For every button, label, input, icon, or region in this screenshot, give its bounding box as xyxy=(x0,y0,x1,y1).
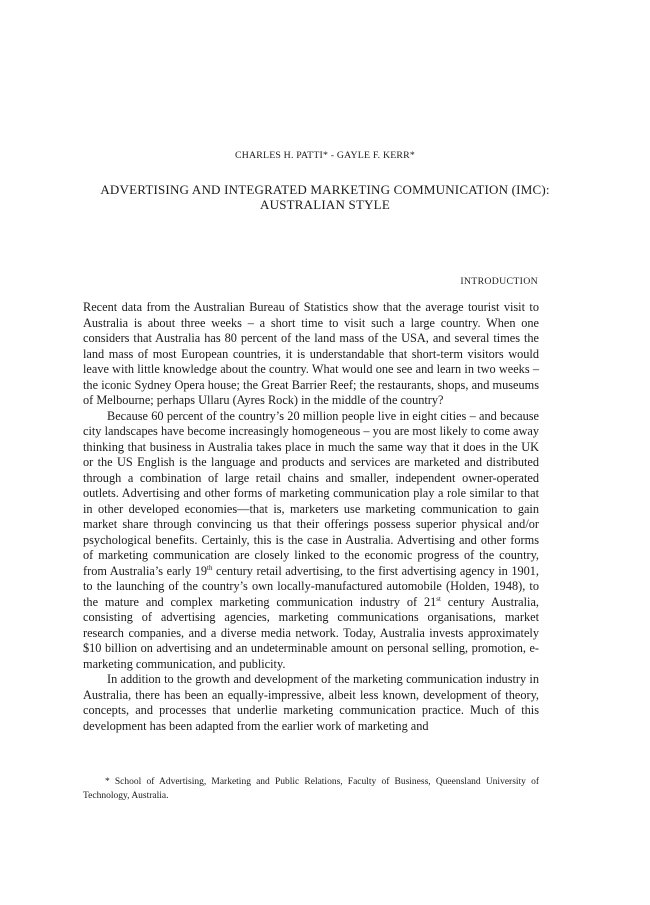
article-title xyxy=(75,182,575,212)
paragraph-2 xyxy=(83,409,539,673)
title-line-2: AUSTRALIAN STYLE xyxy=(260,197,390,212)
title-line-1: ADVERTISING AND INTEGRATED MARKETING COMMUNICATION (IMC): xyxy=(100,182,550,197)
section-heading: INTRODUCTION xyxy=(460,276,538,287)
body-text xyxy=(83,300,539,734)
footnote-text: * School of Advertising, Marketing and Public Relations, Faculty of Business, Queensland University of Technology, Australia. xyxy=(83,777,539,801)
superscript-st: st xyxy=(436,594,441,603)
paragraph-3: In addition to the growth and development of the marketing communication industry in Australia, there has been an equally-impressive, albeit less known, development of theory, concepts, and processes that underlie marketing communication practice. Much of this development has been adapted from the earlier work of marketing and xyxy=(83,672,539,733)
superscript-th: th xyxy=(207,563,213,572)
paragraph-2-part-c: century Australia, consisting of advertising agencies, marketing communications organisations, market research companies, and a diverse media network. Today, Australia invests approximately $10 billion on advertising and an undeterminable amount on personal selling, promotion, e-marketing communication, and publicity. xyxy=(83,594,539,671)
paragraph-1: Recent data from the Australian Bureau of Statistics show that the average tourist visit to Australia is about three weeks – a short time to visit such a large country. When one considers that Australia has 80 percent of the land mass of the USA, and several times the land mass of most European countries, it is understandable that short-term visitors would leave with little knowledge about the country. What would one see and learn in two weeks – the iconic Sydney Opera house; the Great Barrier Reef; the restaurants, shops, and museums of Melbourne; perhaps Ullaru (Ayres Rock) in the middle of the country? xyxy=(83,300,539,407)
author-line: CHARLES H. PATTI* - GAYLE F. KERR* xyxy=(234,150,416,161)
footnote xyxy=(83,775,539,803)
paragraph-2-part-a: Because 60 percent of the country’s 20 million people live in eight cities – and because city landscapes have become increasingly homogeneous – you are most likely to come away thinking that business in Australia takes place in much the same way that it does in the UK or the US English is the language and products and services are marketed and distributed through a combination of large retail chains and smaller, independent owner-operated outlets. Advertising and other forms of marketing communication play a role similar to that in other developed economies—that is, marketers use marketing communication to gain market share through convincing us that their offerings possess superior physical and/or psychological benefits. Certainly, this is the case in Australia. Advertising and other forms of marketing communication are closely linked to the economic progress of the country, from Australia’s early 19 xyxy=(83,408,539,578)
paragraph-2-part-b: century retail advertising, to the first advertising agency in 1901, to the launching of the country’s own locally-manufactured automobile (Holden, 1948), to the mature and complex marketing communication industry of 21 xyxy=(83,563,539,609)
